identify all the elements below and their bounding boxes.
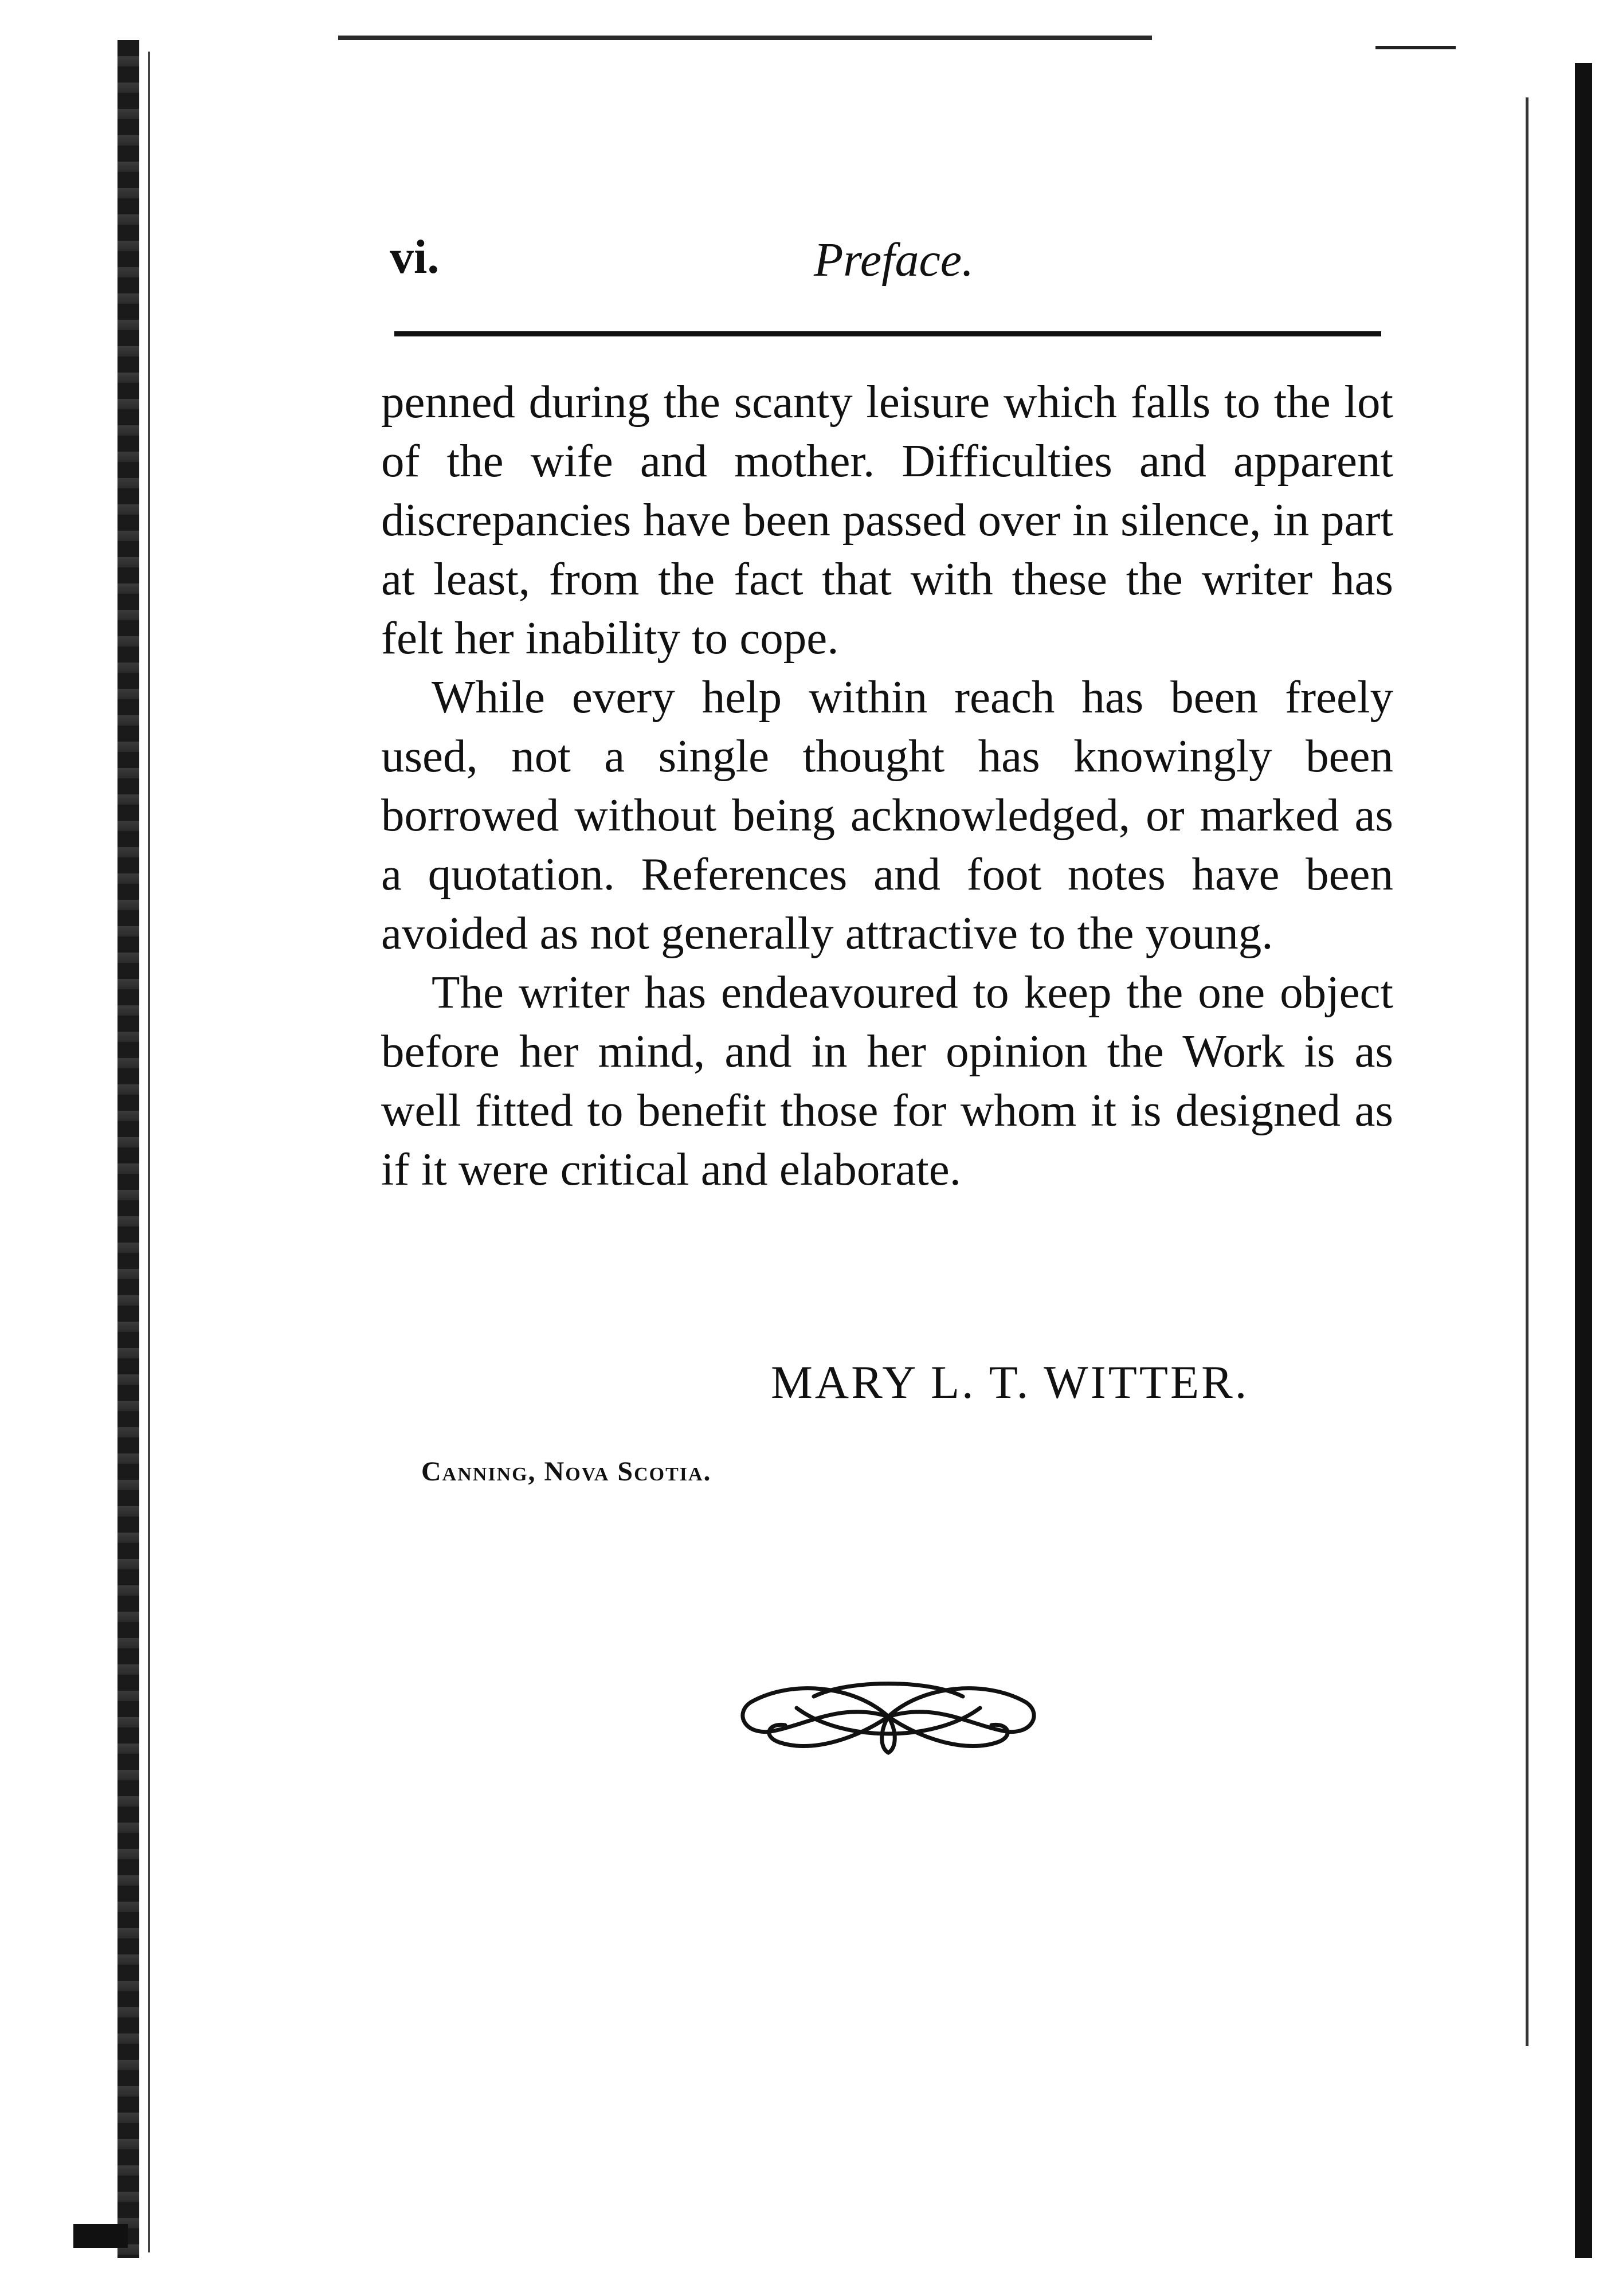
scan-edge-right-line [1526,97,1528,2046]
header-rule [394,331,1381,336]
scan-edge-left-line [148,52,150,2252]
preface-body [381,373,1393,1199]
place-line: Canning, Nova Scotia. [421,1456,712,1487]
running-head: Preface. [814,233,974,287]
scan-edge-right [1575,63,1592,2258]
scan-edge-left [117,40,139,2258]
paragraph: While every help within reach has been freely used, not a single thought has knowingly been borrowed without being acknowledged, or marked as a quotation. References and foot notes have been avoided as not generally attractive to the young. [381,671,1393,959]
scroll-flourish-ornament-icon [728,1662,1049,1765]
paragraph: The writer has endeavoured to keep the one object before her mind, and in her opinion the Work is as well fitted to benefit those for whom it is designed as if it were critical and elaborate. [381,966,1393,1195]
scan-top-edge [338,36,1152,40]
page-number: vi. [390,230,440,284]
paragraph-continued: penned during the scanty leisure which falls to the lot of the wife and mother. Difficulties and apparent discrepancies have been passed over in silence, in part at least, from the fact that with these the writer has felt her inability to cope. [381,376,1393,664]
author-signature: MARY L. T. WITTER. [771,1356,1249,1408]
scan-corner-mark [73,2224,128,2248]
scan-top-edge-right [1375,46,1456,49]
